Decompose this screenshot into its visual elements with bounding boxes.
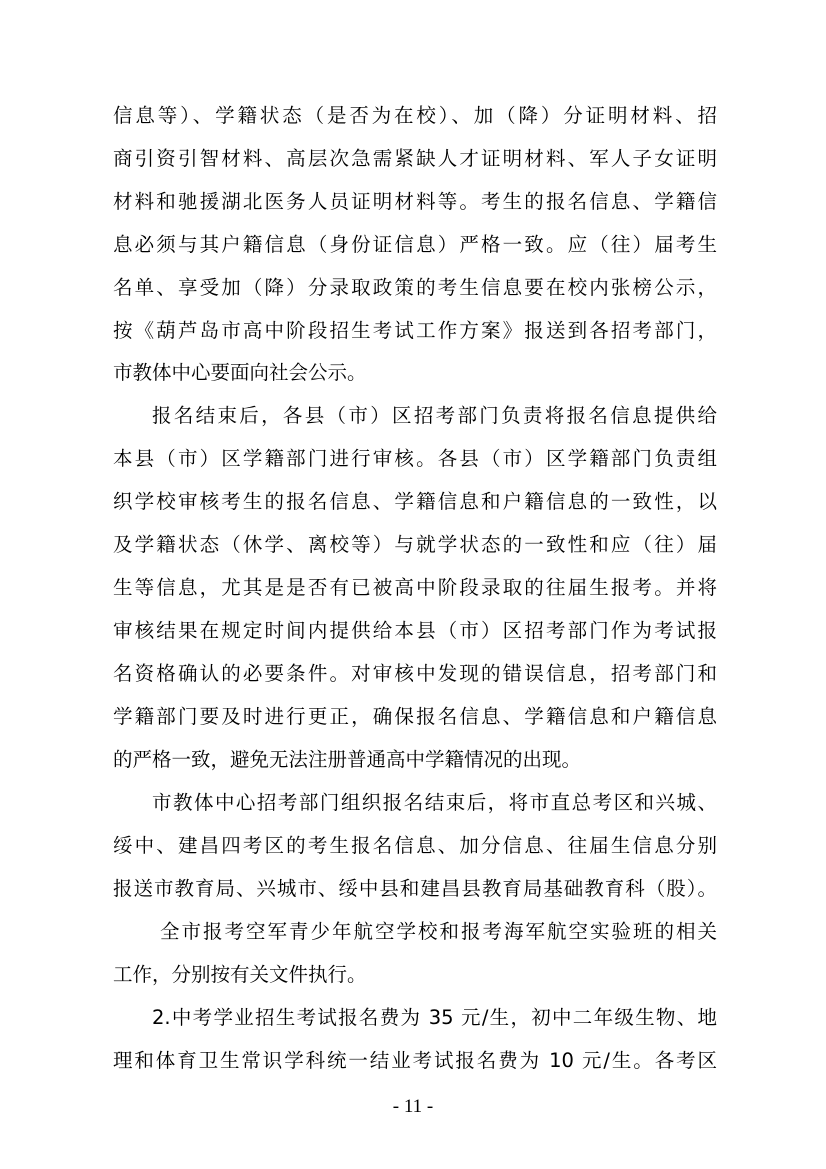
- text-line: 材料和驰援湖北医务人员证明材料等。考生的报名信息、学籍信: [113, 190, 717, 213]
- text-line: 信息等）、学籍状态（是否为在校）、加（降）分证明材料、招: [113, 104, 717, 127]
- text-line: 按《葫芦岛市高中阶段招生考试工作方案》报送到各招考部门，: [113, 319, 717, 342]
- text-line: 及学籍状态（休学、离校等）与就学状态的一致性和应（往）届: [113, 533, 717, 556]
- text-line: 学籍部门要及时进行更正，确保报名信息、学籍信息和户籍信息: [113, 705, 717, 728]
- text-line: 市教体中心招考部门组织报名结束后，将市直总考区和兴城、: [152, 791, 717, 814]
- text-line: 商引资引智材料、高层次急需紧缺人才证明材料、军人子女证明: [113, 147, 717, 170]
- text-line: 绥中、建昌四考区的考生报名信息、加分信息、往届生信息分别: [113, 834, 717, 857]
- text-line: 息必须与其户籍信息（身份证信息）严格一致。应（往）届考生: [113, 233, 717, 256]
- text-line: 本县（市）区学籍部门进行审核。各县（市）区学籍部门负责组: [113, 447, 717, 470]
- text-line: 名单、享受加（降）分录取政策的考生信息要在校内张榜公示，: [113, 276, 717, 299]
- text-line: 生等信息，尤其是是否有已被高中阶段录取的往届生报考。并将: [113, 576, 717, 599]
- text-line: 全市报考空军青少年航空学校和报考海军航空实验班的相关: [160, 920, 717, 943]
- text-line: 工作，分别按有关文件执行。: [113, 963, 367, 986]
- text-line: 审核结果在规定时间内提供给本县（市）区招考部门作为考试报: [113, 619, 717, 642]
- text-line: 报送市教育局、兴城市、绥中县和建昌县教育局基础教育科（股）。: [113, 877, 717, 900]
- page-number: - 11 -: [392, 1096, 434, 1117]
- text-line: 报名结束后，各县（市）区招考部门负责将报名信息提供给: [152, 404, 717, 427]
- text-line: 市教体中心要面向社会公示。: [113, 361, 367, 384]
- text-line: 2.中考学业招生考试报名费为 35 元/生，初中二年级生物、地: [152, 1006, 717, 1029]
- text-line: 名资格确认的必要条件。对审核中发现的错误信息，招考部门和: [113, 662, 717, 685]
- text-line: 织学校审核考生的报名信息、学籍信息和户籍信息的一致性，以: [113, 490, 717, 513]
- text-line: 的严格一致，避免无法注册普通高中学籍情况的出现。: [113, 748, 582, 771]
- text-line: 理和体育卫生常识学科统一结业考试报名费为 10 元/生。各考区: [113, 1049, 717, 1072]
